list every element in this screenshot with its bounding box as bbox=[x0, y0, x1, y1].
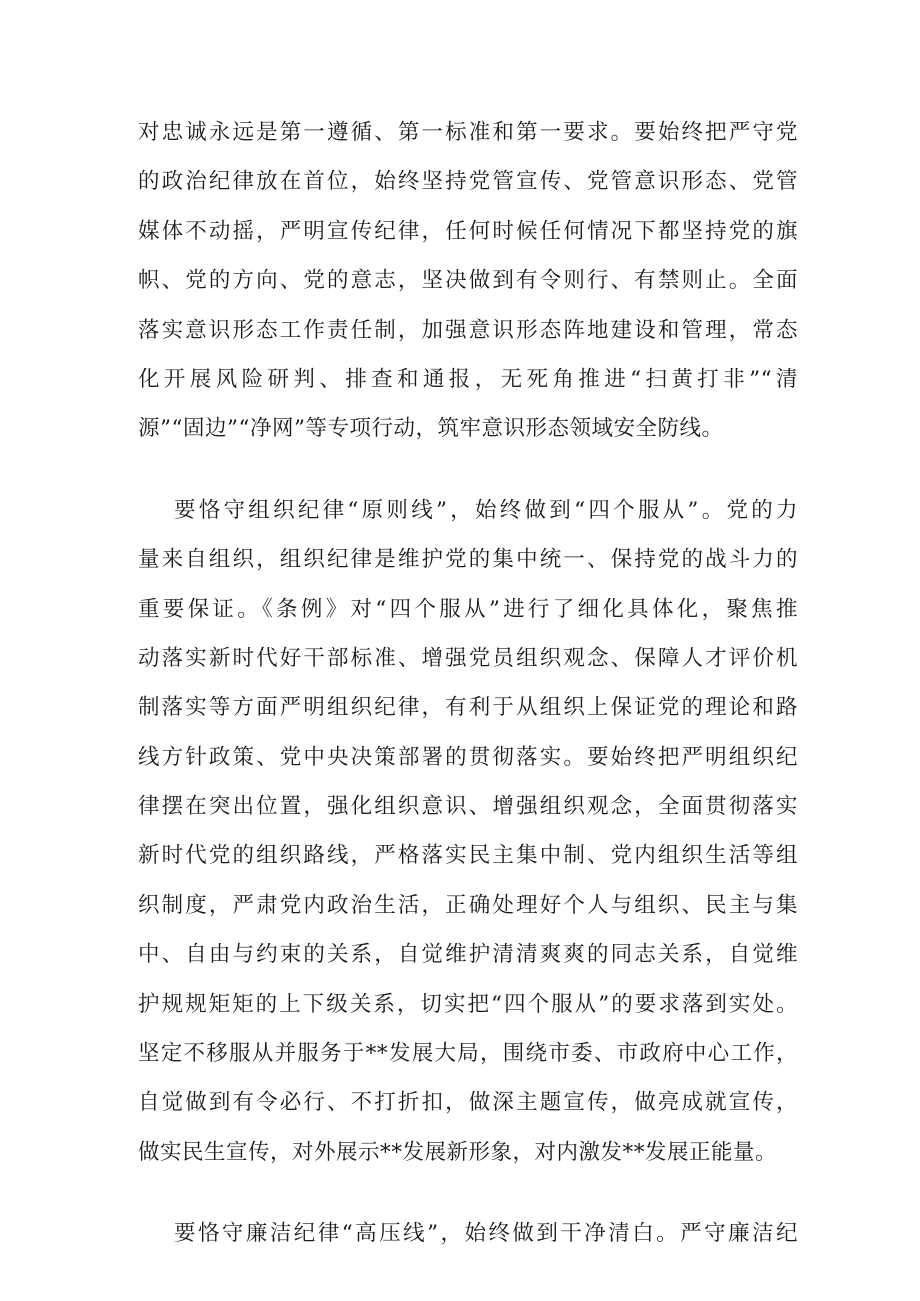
text-line: 量来自组织，组织纪律是维护党的集中统一、保持党的战斗力的 bbox=[138, 547, 798, 573]
text-line: 对忠诚永远是第一遵循、第一标准和第一要求。要始终把严守党 bbox=[138, 120, 798, 145]
paragraph-political-discipline bbox=[138, 108, 798, 454]
text-line: 重要保证。《条例》对“四个服从”进行了细化具体化，聚焦推 bbox=[138, 596, 798, 622]
text-line: 制落实等方面严明组织纪律，有利于从组织上保证党的理论和路 bbox=[138, 695, 798, 721]
text-line: 织制度，严肃党内政治生活，正确处理好个人与组织、民主与集 bbox=[138, 892, 798, 918]
text-line: 动落实新时代好干部标准、增强党员组织观念、保障人才评价机 bbox=[138, 645, 798, 671]
text-line: 线方针政策、党中央决策部署的贯彻落实。要始终把严明组织纪 bbox=[138, 744, 798, 770]
text-line: 要恪守组织纪律“原则线”，始终做到“四个服从”。党的力 bbox=[174, 497, 798, 523]
text-line: 媒体不动摇，严明宣传纪律，任何时候任何情况下都坚持党的旗 bbox=[138, 218, 798, 244]
text-line: 中、自由与约束的关系，自觉维护清清爽爽的同志关系，自觉维 bbox=[138, 942, 798, 968]
paragraph-organizational-discipline bbox=[138, 486, 798, 1177]
text-line: 的政治纪律放在首位，始终坚持党管宣传、党管意识形态、党管 bbox=[138, 169, 798, 195]
text-line: 护规规矩矩的上下级关系，切实把“四个服从”的要求落到实处。 bbox=[138, 991, 798, 1017]
text-line: 律摆在突出位置，强化组织意识、增强组织观念，全面贯彻落实 bbox=[138, 794, 798, 820]
text-line: 自觉做到有令必行、不打折扣，做深主题宣传，做亮成就宣传， bbox=[138, 1090, 798, 1116]
text-line: 新时代党的组织路线，严格落实民主集中制、党内组织生活等组 bbox=[138, 843, 798, 869]
text-line: 坚定不移服从并服务于**发展大局，围绕市委、市政府中心工作， bbox=[138, 1041, 798, 1067]
text-line: 落实意识形态工作责任制，加强意识形态阵地建设和管理，常态 bbox=[138, 317, 798, 343]
text-line: 帜、党的方向、党的意志，坚决做到有令则行、有禁则止。全面 bbox=[138, 268, 798, 294]
text-line: 源”“固边”“净网”等专项行动，筑牢意识形态领域安全防线。 bbox=[138, 416, 724, 442]
text-line: 做实民生宣传，对外展示**发展新形象，对内激发**发展正能量。 bbox=[138, 1139, 778, 1165]
text-line: 要恪守廉洁纪律“高压线”，始终做到干净清白。严守廉洁纪 bbox=[174, 1221, 798, 1247]
text-line: 化开展风险研判、排查和通报，无死角推进“扫黄打非”“清 bbox=[138, 366, 798, 392]
paragraph-integrity-discipline bbox=[138, 1209, 798, 1258]
document-page bbox=[138, 108, 798, 1259]
